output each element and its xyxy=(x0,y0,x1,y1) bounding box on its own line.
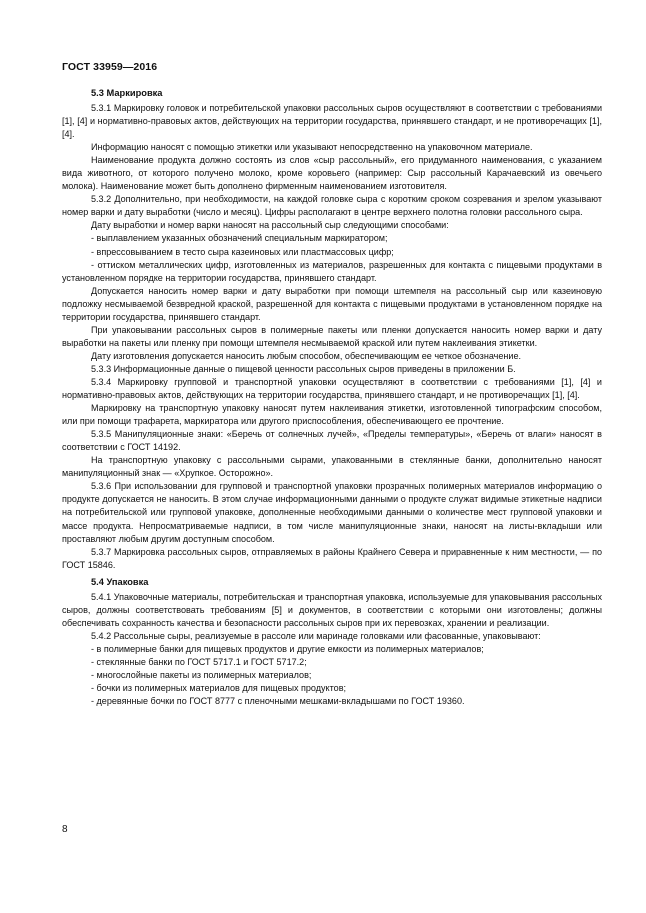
paragraph: Информацию наносят с помощью этикетки или указывают непосредственно на упаковочном материале. xyxy=(91,142,533,153)
list-item: - в полимерные банки для пищевых продуктов и другие емкости из полимерных материалов; xyxy=(91,643,484,654)
page-number: 8 xyxy=(62,824,68,835)
paragraph: Дату выработки и номер варки наносят на рассольный сыр следующими способами: xyxy=(91,220,449,231)
paragraph: Дату изготовления допускается наносить любым способом, обеспечивающим ее четкое обозначение. xyxy=(91,350,522,361)
paragraph: 5.3.7 Маркировка рассольных сыров, отправляемых в районы Крайнего Севера и приравненные к ним местности, — по ГОСТ 15846. xyxy=(62,546,602,570)
paragraph: Маркировку на транспортную упаковку наносят путем наклеивания этикетки, изготовленной типографским способом, или при помощи трафарета, маркиратора или другого приспособления, обеспечивающего ее прочтение. xyxy=(62,403,602,427)
list-item: - оттиском металлических цифр, изготовленных из материалов, разрешенных для контакта с пищевыми продуктами в установленном порядке на территории государства, принявшего стандарт. xyxy=(62,259,602,283)
section-heading-packaging: 5.4 Упаковка xyxy=(91,576,149,587)
list-item: - выплавлением указанных обозначений специальным маркиратором; xyxy=(91,233,388,244)
paragraph: 5.3.1 Маркировку головок и потребительской упаковки рассольных сыров осуществляют в соответствии с требованиями [1], [4] и нормативно-правовых актов, действующих на территории государства, принявшего стандарт, и не противоречащих [1], [4]. xyxy=(62,103,602,140)
document-body xyxy=(62,86,602,708)
paragraph: Допускается наносить номер варки и дату выработки при помощи штемпеля на рассольный сыр или казеиновую подложку несмываемой безвредной краской, разрешенной для контакта с пищевыми продуктами в установленном порядке на территории государства, принявшего стандарт. xyxy=(62,285,602,322)
paragraph: 5.3.3 Информационные данные о пищевой ценности рассольных сыров приведены в приложении Б. xyxy=(91,363,516,374)
paragraph: 5.3.2 Дополнительно, при необходимости, на каждой головке сыра с коротким сроком созревания и зрелом указывают номер варки и дату выработки (число и месяц). Цифры располагают в центре верхнего полотна головки рассольного сыра. xyxy=(62,194,602,218)
section-heading-marking: 5.3 Маркировка xyxy=(91,88,163,98)
list-item: - впрессовыванием в тесто сыра казеиновых или пластмассовых цифр; xyxy=(91,246,394,257)
list-item: - бочки из полимерных материалов для пищевых продуктов; xyxy=(91,683,347,694)
paragraph: 5.3.4 Маркировку групповой и транспортной упаковки осуществляют в соответствии с требованиями [1], [4] и нормативно-правовых актов, действующих на территории государства, принявшего стандарт, и не противоречащих [1], [4]. xyxy=(62,376,602,401)
paragraph: На транспортную упаковку с рассольными сырами, упакованными в стеклянные банки, дополнительно наносят манипуляционный знак — «Хрупкое. Осторожно». xyxy=(62,455,602,479)
paragraph: Наименование продукта должно состоять из слов «сыр рассольный», его придуманного наименования, с указанием вида животного, от которого получено молоко, кроме коровьего (например: Сыр рассольный Карачаевский из овечьего молока). Наименование может быть дополнено фирменным наименованием изготовителя. xyxy=(62,155,602,192)
paragraph: 5.4.2 Рассольные сыры, реализуемые в рассоле или маринаде головками или фасованные, упаковывают: xyxy=(91,630,541,641)
list-item: - многослойные пакеты из полимерных материалов; xyxy=(91,669,312,680)
paragraph: 5.4.1 Упаковочные материалы, потребительская и транспортная упаковка, используемые для упаковывания рассольных сыров, должны соответствовать требованиям [5] и документов, в соответствии с которыми они изготовлены; должны обеспечивать сохранность качества и безопасности рассольных сыров при их перевозках, хранении и реализации. xyxy=(62,591,602,628)
document-code-header: ГОСТ 33959—2016 xyxy=(62,61,158,73)
paragraph: 5.3.6 При использовании для групповой и транспортной упаковки прозрачных полимерных материалов информацию о продукте допускается не наносить. В этом случае информационными данными о продукте служат видимые этикетные надписи на потребительской или групповой упаковке, дополненные необходимыми данными о количестве мест групповой упаковки и массе продукта. Непросматриваемые надписи, в том числе манипуляционные знаки, наносят на листы-вкладыши или проставляют любым другим доступным способом. xyxy=(62,481,602,544)
paragraph: При упаковывании рассольных сыров в полимерные пакеты или пленки допускается наносить номер варки и дату выработки на пакеты или пленку при помощи штемпеля несмываемой краской или путем наклеивания этикетки. xyxy=(62,324,602,348)
list-item: - стеклянные банки по ГОСТ 5717.1 и ГОСТ 5717.2; xyxy=(91,656,307,667)
list-item: - деревянные бочки по ГОСТ 8777 с пленочными мешками-вкладышами по ГОСТ 19360. xyxy=(91,696,465,707)
paragraph: 5.3.5 Манипуляционные знаки: «Беречь от солнечных лучей», «Пределы температуры», «Беречь от влаги» наносят в соответствии с ГОСТ 14192. xyxy=(62,429,602,453)
